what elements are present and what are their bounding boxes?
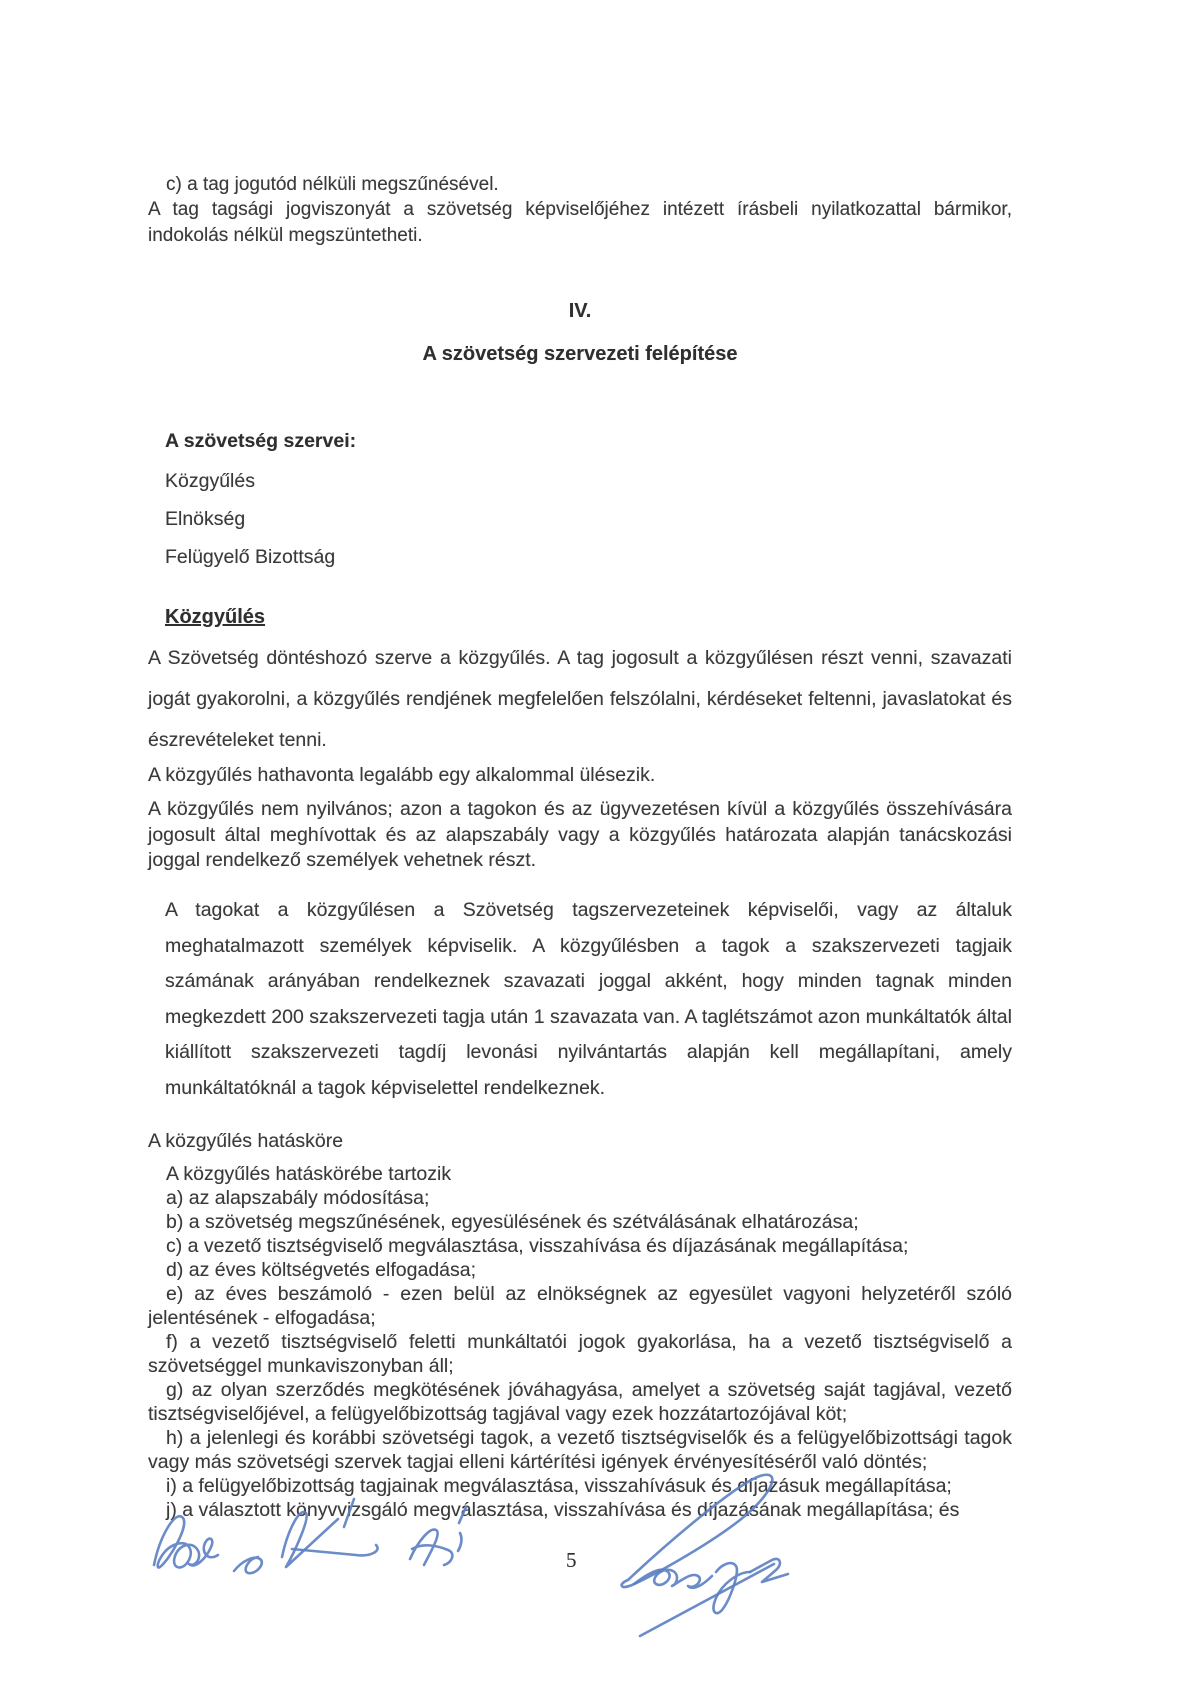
organ-item: Közgyűlés <box>165 470 255 492</box>
kozgyules-paragraph-publicity: A közgyűlés nem nyilvános; azon a tagokon és az ügyvezetésen kívül a közgyűlés összehívására jogosult által meghívottak és az alapszabály vagy a közgyűlés határozata alapján tanácskozási joggal rendelkező személyek vehetnek részt. <box>148 798 1012 871</box>
membership-termination-paragraph: A tag tagsági jogviszonyát a szövetség képviselőjéhez intézett írásbeli nyilatkozattal bármikor, indokolás nélkül megszüntetheti. <box>148 199 1012 246</box>
organ-item: Elnökség <box>165 508 246 530</box>
clause-c-line: c) a tag jogutód nélküli megszűnésével. <box>166 174 499 195</box>
hataskor-item: a) az alapszabály módosítása; <box>166 1187 430 1209</box>
hataskor-intro: A közgyűlés hatáskörébe tartozik <box>166 1163 452 1185</box>
hataskor-item: c) a vezető tisztségviselő megválasztása, visszahívása és díjazásának megállapítása; <box>166 1235 909 1257</box>
hataskor-item: j) a választott könyvvizsgáló megválasztása, visszahívása és díjazásának megállapítása; és <box>166 1499 960 1521</box>
hataskor-item: h) a jelenlegi és korábbi szövetségi tagok, a vezető tisztségviselők és a felügyelőbizottsági tagok vagy más szövetségi szervek tagjai elleni kártérítési igények érvényesítéséről való döntés; <box>148 1427 1012 1473</box>
hataskor-heading: A közgyűlés hatásköre <box>148 1130 344 1152</box>
section-title: A szövetség szervezeti felépítése <box>422 343 738 365</box>
hataskor-item: f) a vezető tisztségviselő feletti munkáltatói jogok gyakorlása, ha a vezető tisztségviselő a szövetséggel munkaviszonyban áll; <box>148 1331 1012 1377</box>
page-number: 5 <box>566 1548 577 1572</box>
hataskor-item: g) az olyan szerződés megkötésének jóváhagyása, amelyet a szövetség saját tagjával, vezető tisztségviselőjével, a felügyelőbizottság tagjával vagy ezek hozzátartozójával köt; <box>148 1379 1012 1425</box>
kozgyules-heading: Közgyűlés <box>165 606 266 628</box>
hataskor-list <box>148 1162 1012 1522</box>
kozgyules-paragraph-rights: A Szövetség döntéshozó szerve a közgyűlés. A tag jogosult a közgyűlésen részt venni, szavazati jogát gyakorolni, a közgyűlés rendjének megfelelően felszólalni, kérdéseket feltenni, javaslatokat és észrevételeket tenni. <box>148 647 1012 751</box>
kozgyules-paragraph-representation: A tagokat a közgyűlésen a Szövetség tagszervezeteinek képviselői, vagy az általuk meghatalmazott személyek képviselik. A közgyűlésben a tagok a szakszervezeti tagjaik számának arányában rendelkeznek szavazati joggal akként, hogy minden tagnak minden megkezdett 200 szakszervezeti tagja után 1 szavazata van. A taglétszámot azon munkáltatók által kiállított szakszervezeti tagdíj levonási nyilvántartás alapján kell megállapítani, amely munkáltatóknál a tagok képviselettel rendelkeznek. <box>165 899 1012 1099</box>
kozgyules-paragraph-frequency: A közgyűlés hathavonta legalább egy alkalommal ülésezik. <box>148 764 656 786</box>
organ-item: Felügyelő Bizottság <box>165 546 336 568</box>
organs-block <box>165 430 765 584</box>
hataskor-item: d) az éves költségvetés elfogadása; <box>166 1259 477 1281</box>
section-numeral: IV. <box>568 300 592 322</box>
hataskor-item: b) a szövetség megszűnésének, egyesülésének és szétválásának elhatározása; <box>166 1211 859 1233</box>
hataskor-item: i) a felügyelőbizottság tagjainak megválasztása, visszahívásuk és díjazásuk megállapítása; <box>166 1475 952 1497</box>
hataskor-item: e) az éves beszámoló - ezen belül az elnökségnek az egyesület vagyoni helyzetéről szóló jelentésének - elfogadása; <box>148 1283 1012 1329</box>
organs-heading: A szövetség szervei: <box>165 430 357 452</box>
